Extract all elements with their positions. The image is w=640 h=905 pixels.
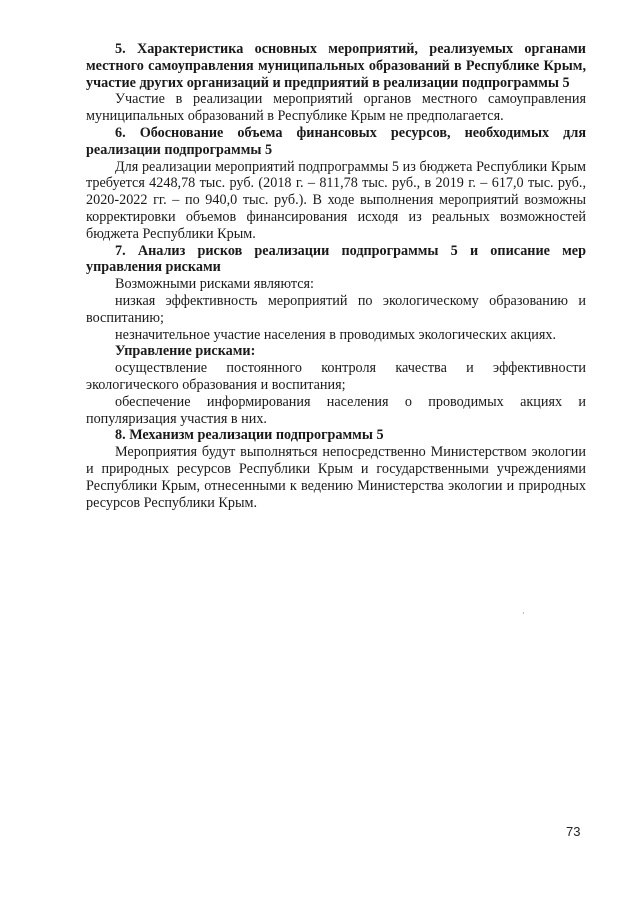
section-5-heading: 5. Характеристика основных мероприятий, реализуемых органами местного самоуправления муниципальных образований в Республике Крым, участие других организаций и предприятий в реализации подпрограммы 5 — [86, 41, 586, 91]
risk-item-2: незначительное участие населения в проводимых экологических акциях. — [115, 326, 556, 343]
risk-item-1: низкая эффективность мероприятий по экологическому образованию и воспитанию; — [86, 292, 586, 326]
risk-management-subheading: Управление рисками: — [115, 343, 256, 360]
section-8-paragraph: Мероприятия будут выполняться непосредственно Министерством экологии и природных ресурсов Республики Крым и государственными учреждениями Республики Крым, отнесенными к ведению Министерства экологии и природных ресурсов Республики Крым. — [86, 444, 586, 511]
scan-speck — [523, 612, 524, 614]
document-page — [86, 41, 586, 511]
risk-management-item-2: обеспечение информирования населения о проводимых акциях и популяризация участия в них. — [86, 393, 586, 427]
section-8-heading: 8. Механизм реализации подпрограммы 5 — [115, 427, 384, 444]
section-6-heading: 6. Обоснование объема финансовых ресурсов, необходимых для реализации подпрограммы 5 — [86, 124, 586, 158]
page-number: 73 — [566, 824, 581, 839]
section-6-paragraph: Для реализации мероприятий подпрограммы 5 из бюджета Республики Крым требуется 4248,78 тыс. руб. (2018 г. – 811,78 тыс. руб., в 2019 г. – 617,0 тыс. руб., 2020-2022 гг. – по 940,0 тыс. руб.). В ходе выполнения мероприятий возможны корректировки объемов финансирования исходя из реальных возможностей бюджета Республики Крым. — [86, 158, 586, 242]
risks-intro: Возможными рисками являются: — [115, 276, 314, 293]
risk-management-item-1: осуществление постоянного контроля качества и эффективности экологического образования и воспитания; — [86, 360, 586, 393]
section-7-heading: 7. Анализ рисков реализации подпрограммы 5 и описание мер управления рисками — [86, 242, 586, 276]
section-5-paragraph: Участие в реализации мероприятий органов местного самоуправления муниципальных образований в Республике Крым не предполагается. — [86, 91, 586, 125]
